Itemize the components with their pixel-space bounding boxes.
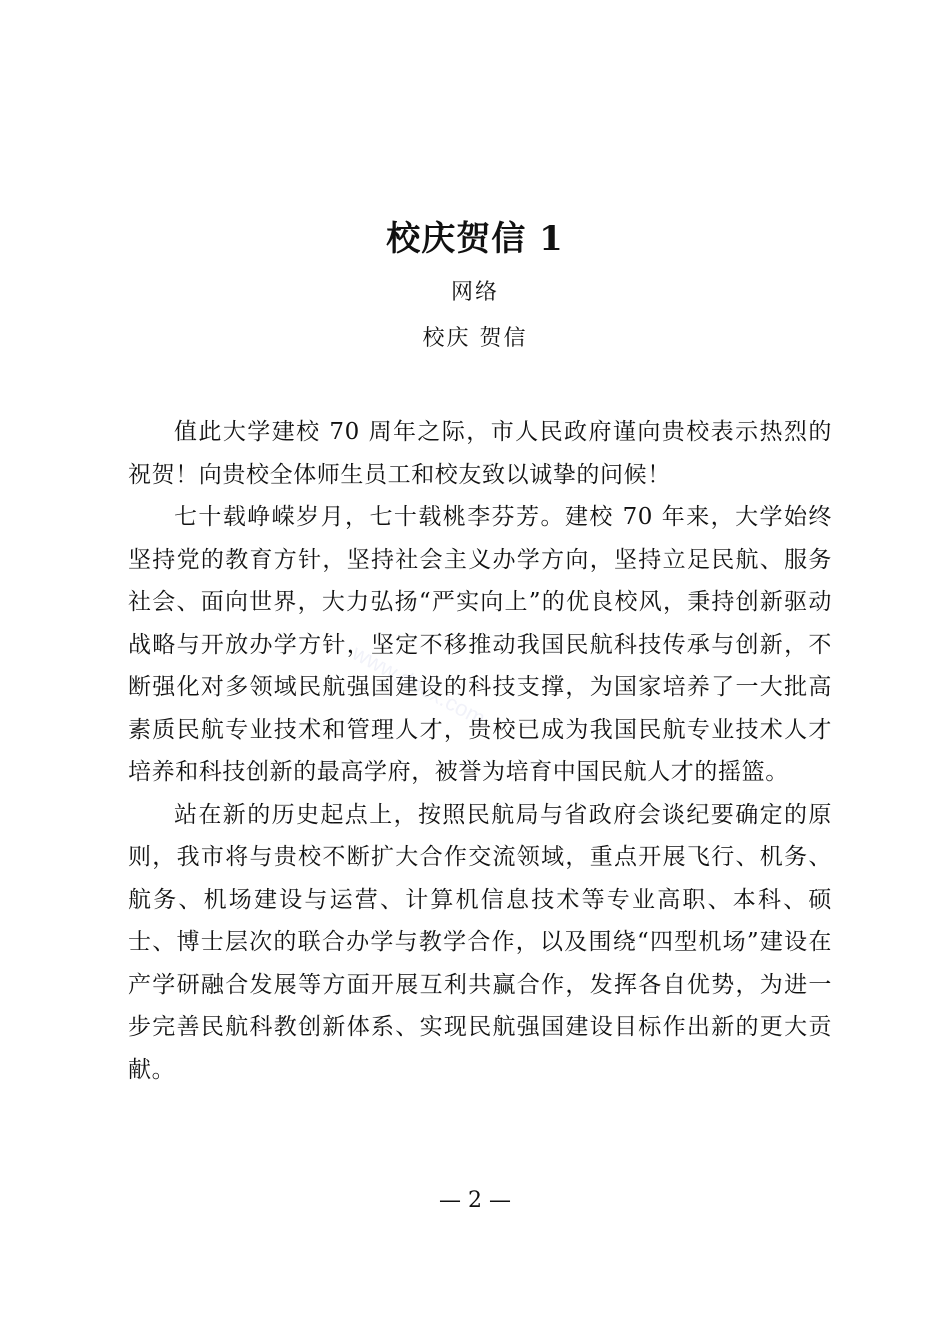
document-keywords: 校庆 贺信 (422, 326, 528, 351)
document-body (128, 411, 832, 1091)
paragraph-3: 站在新的历史起点上，按照民航局与省政府会谈纪要确定的原则，我市将与贵校不断扩大合作交流领域，重点开展飞行、机务、航务、机场建设与运营、计算机信息技术等专业高职、本科、硕士、博士层次的联合办学与教学合作，以及围绕“四型机场”建设在产学研融合发展等方面开展互利共赢合作，发挥各自优势，为进一步完善民航科教创新体系、实现民航强国建设目标作出新的更大贡献。 (128, 801, 832, 1083)
paragraph-1: 值此大学建校 70 周年之际，市人民政府谨向贵校表示热烈的祝贺！向贵校全体师生员工和校友致以诚挚的问候！ (128, 419, 832, 488)
watermark: www.docx.com (348, 640, 490, 731)
document-title: 校庆贺信 1 (386, 219, 564, 259)
paragraph-2: 七十载峥嵘岁月，七十载桃李芬芳。建校 70 年来，大学始终坚持党的教育方针，坚持社会主义办学方向，坚持立足民航、服务社会、面向世界，大力弘扬“严实向上”的优良校风，秉持创新驱动战略与开放办学方针，坚定不移推动我国民航科技传承与创新，不断强化对多领域民航强国建设的科技支撑，为国家培养了一大批高素质民航专业技术和管理人才，贵校已成为我国民航专业技术人才培养和科技创新的最高学府，被誉为培育中国民航人才的摇篮。 (128, 504, 832, 785)
document-source: 网络 (450, 280, 499, 305)
page-number: — 2 — (439, 1188, 511, 1213)
